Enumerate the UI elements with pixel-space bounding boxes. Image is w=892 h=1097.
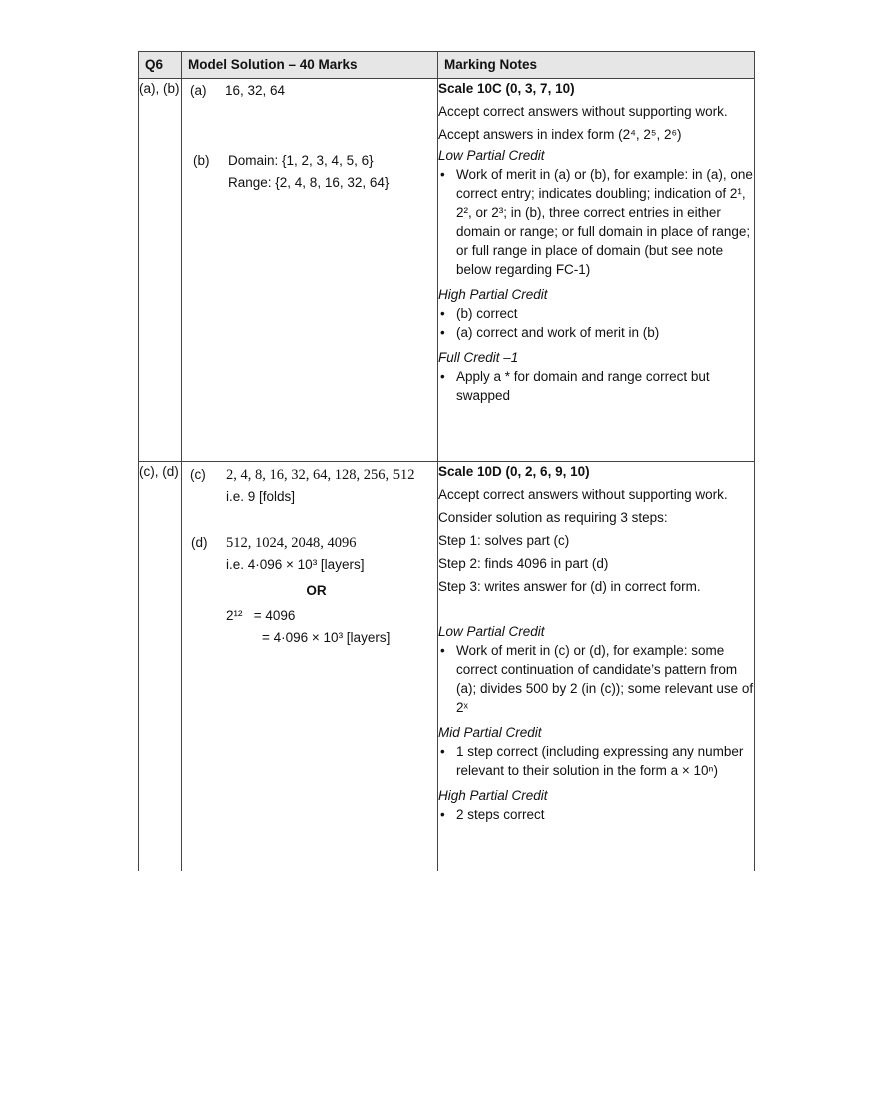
header-row bbox=[139, 52, 755, 79]
header-notes: Marking Notes bbox=[438, 52, 755, 79]
high-credit-cd-bullet: • 2 steps correct bbox=[456, 805, 754, 824]
row-ab bbox=[139, 79, 755, 462]
sol-d-layers: i.e. 4·096 × 10³ [layers] bbox=[226, 557, 365, 572]
high-credit-ab-bullet-1: • (b) correct bbox=[456, 304, 754, 323]
parts-cd: (c), (d) bbox=[139, 462, 182, 872]
low-credit-cd-bullet: • Work of merit in (c) or (d), for example: some correct continuation of candidate’s pattern from (a); divides 500 by 2 (in (c)); some relevant use of 2ˣ bbox=[456, 641, 754, 717]
sol-b-domain: Domain: {1, 2, 3, 4, 5, 6} bbox=[228, 153, 374, 168]
marking-scheme-table bbox=[138, 51, 755, 871]
scale-cd: Scale 10D (0, 2, 6, 9, 10) bbox=[438, 464, 590, 479]
notes-ab bbox=[438, 79, 755, 462]
scale-ab: Scale 10C (0, 3, 7, 10) bbox=[438, 81, 575, 96]
mid-credit-cd-bullet: • 1 step correct (including expressing any number relevant to their solution in the form a × 10ⁿ) bbox=[456, 742, 754, 780]
sol-b-range: Range: {2, 4, 8, 16, 32, 64} bbox=[228, 175, 390, 190]
sol-a-label: (a) bbox=[190, 83, 207, 98]
sol-d-label: (d) bbox=[191, 535, 208, 550]
or-label: OR bbox=[306, 583, 327, 598]
solution-ab bbox=[182, 79, 438, 462]
step-1: Step 1: solves part (c) bbox=[438, 533, 570, 548]
low-credit-ab-bullet: • Work of merit in (a) or (b), for example: in (a), one correct entry; indicates doubling; indication of 2¹, 2², or 2³; in (b), three correct entries in either domain or range; or full domain in place of range; or full range in place of domain (but see note below regarding FC-1) bbox=[456, 165, 754, 279]
notes-cd bbox=[438, 462, 755, 872]
alt-line-2: = 4·096 × 10³ [layers] bbox=[262, 630, 391, 645]
accept-ab-1: Accept correct answers without supporting work. bbox=[438, 104, 728, 119]
low-credit-cd-title: Low Partial Credit bbox=[438, 624, 545, 639]
low-credit-ab-title: Low Partial Credit bbox=[438, 148, 545, 163]
consider-steps: Consider solution as requiring 3 steps: bbox=[438, 510, 668, 525]
solution-cd bbox=[182, 462, 438, 872]
sol-d-value: 512, 1024, 2048, 4096 bbox=[226, 535, 357, 551]
parts-ab: (a), (b) bbox=[139, 79, 182, 462]
high-credit-ab-bullet-2: • (a) correct and work of merit in (b) bbox=[456, 323, 754, 342]
high-credit-cd-title: High Partial Credit bbox=[438, 788, 548, 803]
accept-cd-1: Accept correct answers without supporting work. bbox=[438, 487, 728, 502]
accept-ab-2: Accept answers in index form (2⁴, 2⁵, 2⁶) bbox=[438, 127, 682, 142]
step-2: Step 2: finds 4096 in part (d) bbox=[438, 556, 609, 571]
step-3: Step 3: writes answer for (d) in correct form. bbox=[438, 579, 701, 594]
sol-c-value: 2, 4, 8, 16, 32, 64, 128, 256, 512 bbox=[226, 467, 415, 483]
alt-line-1: 2¹² = 4096 bbox=[226, 608, 296, 623]
high-credit-ab-title: High Partial Credit bbox=[438, 287, 548, 302]
header-solution: Model Solution – 40 Marks bbox=[182, 52, 438, 79]
sol-a-value: 16, 32, 64 bbox=[225, 83, 286, 98]
sol-c-folds: i.e. 9 [folds] bbox=[226, 489, 296, 504]
row-cd bbox=[139, 462, 755, 872]
mid-credit-cd-title: Mid Partial Credit bbox=[438, 725, 542, 740]
full-credit-ab-title: Full Credit –1 bbox=[438, 350, 519, 365]
header-q: Q6 bbox=[139, 52, 182, 79]
sol-c-label: (c) bbox=[190, 467, 206, 482]
sol-b-label: (b) bbox=[193, 153, 210, 168]
full-credit-ab-bullet: • Apply a * for domain and range correct but swapped bbox=[456, 367, 754, 405]
